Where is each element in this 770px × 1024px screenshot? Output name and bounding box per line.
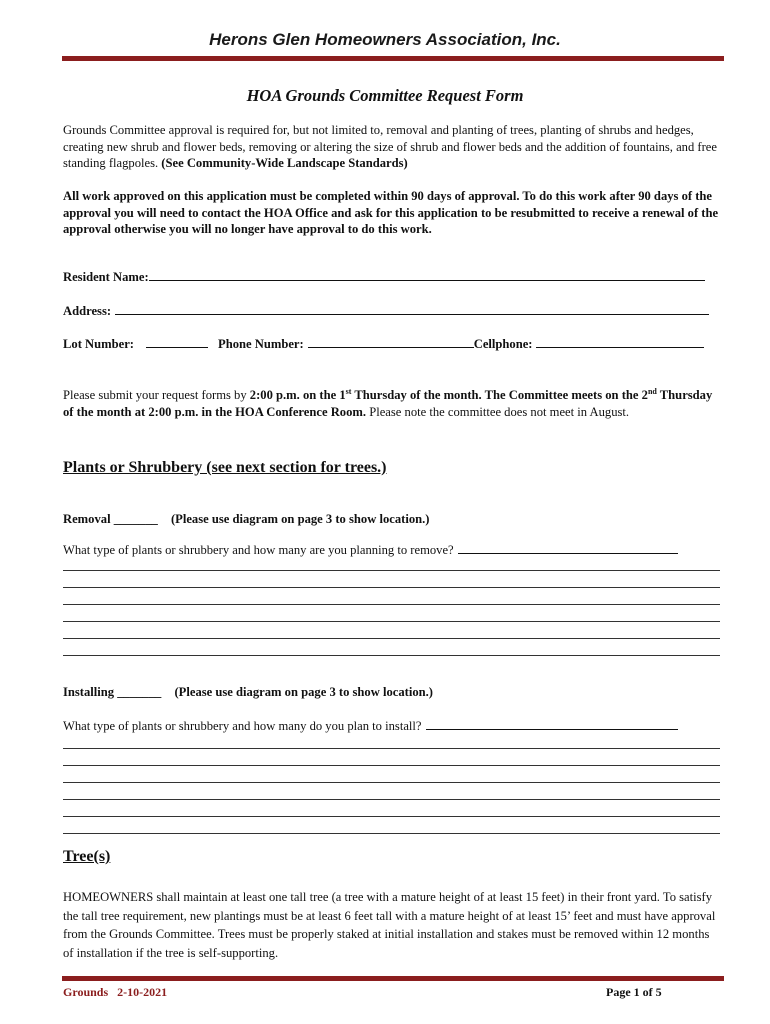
contact-row xyxy=(63,335,704,352)
phone-number-label: Phone Number: xyxy=(218,337,304,351)
installing-label[interactable]: Installing _______ xyxy=(63,685,162,699)
page-number: Page 1 of 5 xyxy=(606,985,662,999)
intro-text: Grounds Committee approval is required for, but not limited to, removal and planting of trees, planting of shrubs and hedges, creating new shrub and flower beds, removing or altering the size of shrub and flower beds and the addition of fountains, and free standing flagpoles. xyxy=(63,123,717,170)
removal-row xyxy=(63,512,429,527)
lot-number-field[interactable] xyxy=(146,335,208,348)
installing-note: (Please use diagram on page 3 to show location.) xyxy=(174,685,433,699)
august-note: Please note the committee does not meet in August. xyxy=(366,404,630,419)
installing-answer-line[interactable] xyxy=(63,833,720,834)
landscape-standards-reference: (See Community-Wide Landscape Standards) xyxy=(161,156,408,170)
removal-answer-line[interactable] xyxy=(63,604,720,605)
removal-label[interactable]: Removal _______ xyxy=(63,512,158,526)
organization-title: Herons Glen Homeowners Association, Inc. xyxy=(209,30,561,49)
approval-notice: All work approved on this application must be completed within 90 days of approval. To do this work after 90 days of the approval you will need to contact the HOA Office and ask for this application to be resubmitted to receive a renewal of the approval otherwise you will no longer have approval to do this work. xyxy=(63,189,719,236)
address-field[interactable] xyxy=(115,302,709,315)
footer-date: Grounds 2-10-2021 xyxy=(63,985,168,999)
installing-answer-line[interactable] xyxy=(63,782,720,783)
address-label: Address: xyxy=(63,304,112,318)
ordinal-suffix: nd xyxy=(647,386,657,396)
installing-question: What type of plants or shrubbery and how many do you plan to install? xyxy=(63,719,422,733)
removal-answer-line[interactable] xyxy=(63,587,720,588)
removal-question-row xyxy=(63,541,678,558)
address-row xyxy=(63,302,709,319)
intro-paragraph xyxy=(63,122,723,172)
submit-notice-text: Please submit your request forms by xyxy=(63,388,250,402)
installing-answer-line[interactable] xyxy=(63,765,720,766)
removal-answer-line[interactable] xyxy=(63,638,720,639)
footer-rule xyxy=(62,976,724,981)
submit-deadline: 2:00 p.m. on the 1 xyxy=(249,388,346,402)
header-rule xyxy=(62,56,724,61)
removal-answer-field[interactable] xyxy=(458,541,678,554)
resident-name-row xyxy=(63,268,705,285)
removal-answer-line[interactable] xyxy=(63,570,720,571)
cellphone-field[interactable] xyxy=(536,335,704,348)
committee-meeting-text: Thursday of the month. The Committee meets on the 2 xyxy=(351,388,648,402)
installing-answer-line[interactable] xyxy=(63,748,720,749)
installing-answer-field[interactable] xyxy=(426,717,678,730)
lot-number-label: Lot Number: xyxy=(63,337,135,351)
removal-answer-line[interactable] xyxy=(63,621,720,622)
ordinal-suffix: st xyxy=(345,386,352,396)
plants-section-heading: Plants or Shrubbery (see next section for trees.) xyxy=(63,459,387,476)
resident-name-field[interactable] xyxy=(149,268,705,281)
installing-answer-line[interactable] xyxy=(63,799,720,800)
installing-row xyxy=(63,685,433,700)
submit-notice xyxy=(63,387,723,420)
cellphone-label: Cellphone: xyxy=(473,337,533,351)
footer-document-id xyxy=(63,985,167,1000)
trees-paragraph: HOMEOWNERS shall maintain at least one tall tree (a tree with a mature height of at least 15 feet) in their front yard. To satisfy the tall tree requirement, new plantings must be at least 6 feet tall with a mature height of at least 15’ feet and must have approval from the Grounds Committee. Trees must be properly staked at initial installation and stakes must be removed within 12 months of installation if the tree is self-supporting. xyxy=(63,890,716,960)
installing-answer-line[interactable] xyxy=(63,816,720,817)
trees-section-heading: Tree(s) xyxy=(63,848,111,865)
removal-question: What type of plants or shrubbery and how many are you planning to remove? xyxy=(63,543,454,557)
meeting-location: Thursday of the month at 2:00 p.m. in the HOA Conference Room. xyxy=(63,388,713,419)
phone-number-field[interactable] xyxy=(308,335,474,348)
installing-question-row xyxy=(63,717,678,734)
removal-note: (Please use diagram on page 3 to show location.) xyxy=(170,512,430,526)
form-title: HOA Grounds Committee Request Form xyxy=(246,86,524,105)
resident-name-label: Resident Name: xyxy=(63,270,149,284)
removal-answer-line[interactable] xyxy=(63,655,720,656)
